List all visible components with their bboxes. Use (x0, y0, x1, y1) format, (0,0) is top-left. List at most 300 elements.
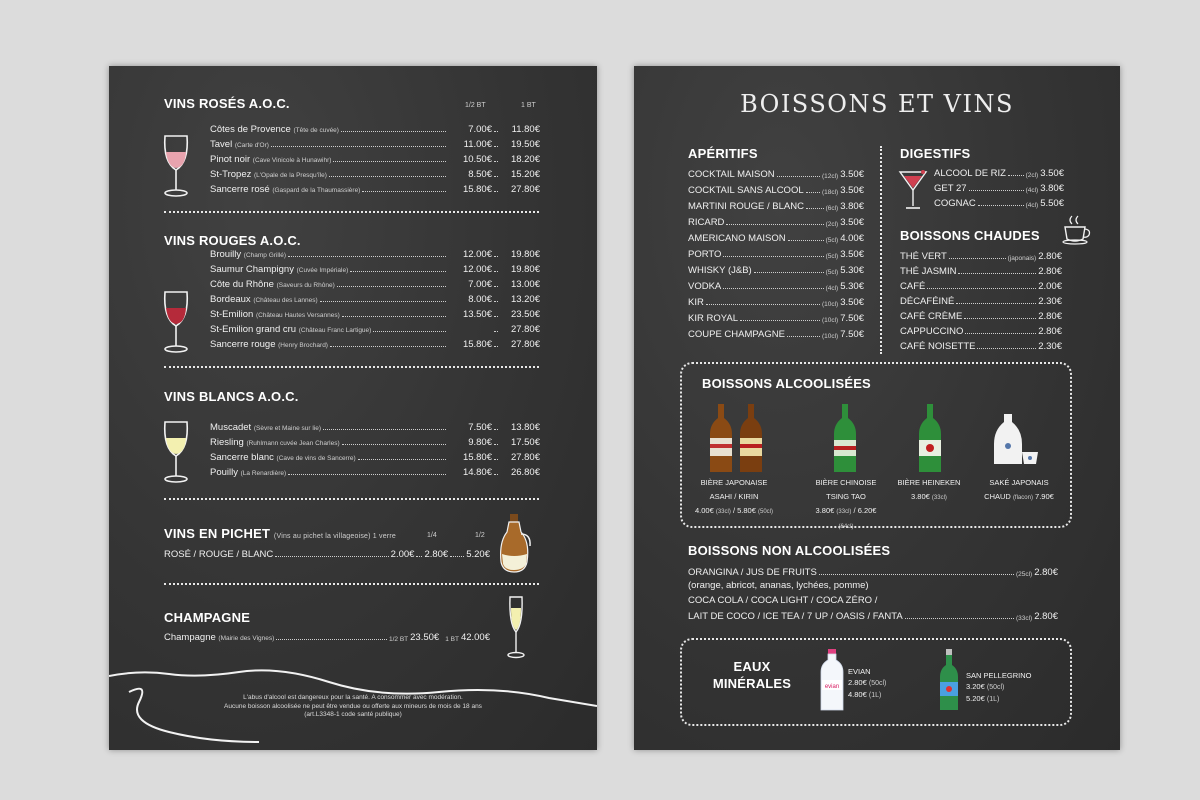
item-name: CAPPUCCINO (900, 326, 964, 337)
leader-dots (754, 272, 824, 273)
leader-dots (977, 348, 1036, 349)
drink-row (900, 324, 1062, 337)
price-half-bottle: 15.80€ (462, 452, 492, 463)
leader-dots (362, 191, 446, 192)
price-half-bottle: 12.00€ (462, 249, 492, 260)
product-size: (64cl) (838, 524, 854, 530)
item-name: THÉ VERT (900, 251, 947, 262)
asahi-kirin-bottles-icon (709, 402, 769, 474)
product-subtitle (809, 490, 883, 504)
item-price: 2.30€ (1038, 296, 1062, 307)
item-name-text: Riesling (210, 437, 244, 448)
leader-dots (969, 190, 1024, 191)
wine-row (210, 322, 540, 335)
san-pellegrino-bottle-icon (938, 648, 960, 712)
column-header-bottle: 1 BT (521, 102, 536, 109)
leader-dots (494, 474, 498, 475)
price-half-bottle: 15.80€ (462, 184, 492, 195)
item-note: (5cl) (825, 253, 839, 260)
eaux-title-line2: MINÉRALES (712, 676, 792, 691)
item-name (210, 249, 286, 260)
price-bottle: 13.20€ (510, 294, 540, 305)
champagne-flute-icon (504, 594, 528, 660)
item-price: 2.80€ (1038, 326, 1062, 337)
leader-dots (342, 316, 446, 317)
price-half-bottle: 7.50€ (468, 422, 492, 433)
leader-dots (373, 331, 446, 332)
item-price: 3.50€ (1040, 168, 1064, 179)
item-name (164, 632, 274, 643)
item-name-text: Pouilly (210, 467, 238, 478)
product-prices: 3.80€ (33cl) / 6.20€ (64cl) (815, 506, 877, 530)
drink-row (900, 339, 1062, 352)
leader-dots (777, 176, 820, 177)
drink-row (688, 327, 864, 340)
item-name: KIR ROYAL (688, 313, 738, 324)
item-name: CAFÉ CRÈME (900, 311, 963, 322)
product-size: (33cl) (931, 495, 947, 501)
product-price: 3.80€ (911, 492, 930, 501)
item-name-text: Côte du Rhône (210, 279, 274, 290)
item-price: 5.50€ (1040, 198, 1064, 209)
product-size: (33cl) (715, 509, 731, 515)
leader-dots (978, 205, 1024, 206)
wine-row (210, 167, 540, 180)
price: 5.20€ (966, 694, 985, 703)
san-pellegrino-info (966, 670, 1031, 705)
item-price: 3.80€ (1040, 183, 1064, 194)
price-glass: 2.00€ (390, 549, 415, 560)
eaux-title-line1: EAUX (733, 659, 771, 674)
coffee-cup-icon (1062, 214, 1092, 246)
item-price: 2.30€ (1038, 341, 1062, 352)
price: 4.80€ (848, 690, 867, 699)
sake-set-icon (994, 412, 1040, 468)
wine-row (210, 435, 540, 448)
item-name (210, 124, 339, 135)
leader-dots (358, 459, 446, 460)
pellegrino-price-1 (966, 681, 1031, 693)
item-name: VODKA (688, 281, 722, 292)
leader-dots (342, 444, 446, 445)
item-name: COGNAC (934, 198, 976, 209)
wine-row (210, 277, 540, 290)
section-title-pichet (164, 526, 396, 541)
product-price: 5.80€ (737, 506, 756, 515)
item-price: 3.80€ (840, 201, 864, 212)
product-prices: 4.00€ (33cl) / 5.80€ (50cl) (694, 506, 774, 515)
item-price: 7.50€ (840, 313, 864, 324)
leader-dots (787, 336, 820, 337)
leader-dots (329, 176, 446, 177)
item-name-text: Sancerre rosé (210, 184, 270, 195)
product-brand: CHAUD (984, 492, 1011, 501)
item-name (210, 467, 286, 478)
item-note: (Cave Vinicole à Hunawihr) (252, 157, 332, 164)
product-brand: ASAHI / KIRIN (709, 492, 759, 501)
divider (164, 211, 539, 213)
drink-row (688, 247, 864, 260)
price-half-bottle: 23.50€ (410, 632, 440, 643)
pellegrino-name: SAN PELLEGRINO (966, 671, 1032, 680)
product-size: (33cl) (836, 509, 852, 515)
wine-row (210, 182, 540, 195)
item-name (210, 294, 318, 305)
drink-row (900, 309, 1062, 322)
item-note: (Mairie des Vignes) (218, 635, 275, 642)
item-note: (japonais) (1007, 255, 1037, 262)
wine-row (210, 465, 540, 478)
rose-wine-glass-icon (159, 132, 193, 200)
evian-logo-text: evian (824, 684, 840, 690)
leader-dots (494, 176, 498, 177)
section-title-aperitifs: APÉRITIFS (688, 146, 758, 161)
item-price: 2.80€ (1038, 266, 1062, 277)
vertical-divider (880, 146, 882, 354)
price-half-bottle: 12.00€ (462, 264, 492, 275)
item-name: AMERICANO MAISON (688, 233, 786, 244)
product-name: BIÈRE CHINOISE (815, 478, 877, 487)
section-title-chaudes: BOISSONS CHAUDES (900, 228, 1040, 243)
footer-line: Aucune boisson alcoolisée ne peut être vendue ou offerte aux mineurs de mois de 18 ans (224, 702, 482, 710)
drink-row (688, 183, 864, 196)
item-name: CAFÉ NOISETTE (900, 341, 976, 352)
leader-dots (740, 320, 820, 321)
item-note: (12cl) (821, 173, 839, 180)
wine-row (210, 337, 540, 350)
item-note: (Sèvre et Maine sur lie) (253, 425, 322, 432)
price-bottle: 27.80€ (510, 184, 540, 195)
price-bottle: 13.80€ (510, 422, 540, 433)
item-name: KIR (688, 297, 704, 308)
product-caption (689, 476, 779, 519)
item-name (210, 422, 321, 433)
item-note: (4cl) (1025, 202, 1039, 209)
pellegrino-price-2 (966, 693, 1031, 705)
bottle-label: 1 BT (445, 636, 459, 643)
item-name: COCKTAIL SANS ALCOOL (688, 185, 804, 196)
wine-jug-icon (497, 512, 533, 574)
juice-flavors: (orange, abricot, ananas, lychées, pomme) (688, 580, 869, 591)
page-title: BOISSONS ET VINS (740, 90, 1014, 118)
drink-row (688, 263, 864, 276)
leader-dots (494, 444, 498, 445)
leader-dots (271, 146, 446, 147)
leader-dots (337, 286, 446, 287)
leader-dots (416, 556, 422, 557)
footer-line: L'abus d'alcool est dangereux pour la santé. A consommer avec modération. (243, 694, 463, 701)
item-note: (Château Franc Lartigue) (298, 327, 372, 334)
product-size: (50cl) (758, 509, 774, 515)
leader-dots (333, 161, 446, 162)
price-half-bottle: 7.00€ (468, 279, 492, 290)
price-half-bottle: 11.00€ (463, 139, 492, 150)
wine-row (210, 137, 540, 150)
item-note: (Carte d'Or) (234, 142, 269, 149)
item-note: (L'Opale de la Presqu'île) (254, 172, 327, 179)
section-title-alcoolisees: BOISSONS ALCOOLISÉES (702, 376, 871, 391)
wine-row (210, 307, 540, 320)
price-quarter: 2.80€ (424, 549, 449, 560)
item-price: 2.80€ (1038, 251, 1062, 262)
price-bottle: 19.50€ (510, 139, 540, 150)
section-title-roses: VINS ROSÉS A.O.C. (164, 96, 290, 111)
leader-dots (494, 146, 498, 147)
item-note: (2cl) (825, 221, 839, 228)
item-name-text: Muscadet (210, 422, 252, 433)
item-note: (10cl) (821, 317, 839, 324)
drink-row (688, 167, 864, 180)
wine-row (210, 420, 540, 433)
item-price: 2.80€ (1034, 611, 1058, 622)
item-name: DÉCAFÉINÉ (900, 296, 955, 307)
cocktail-glass-icon (898, 168, 928, 212)
pichet-subtitle: (Vins au pichet la villageoise) 1 verre (273, 533, 396, 540)
section-title-rouges: VINS ROUGES A.O.C. (164, 233, 301, 248)
item-note: (Cuvée Impériale) (296, 267, 349, 274)
red-wine-glass-icon (159, 288, 193, 356)
price-half: 5.20€ (466, 549, 490, 560)
item-note: (Cave de vins de Sancerre) (276, 455, 356, 462)
item-name: THÉ JASMIN (900, 266, 957, 277)
leader-dots (494, 459, 498, 460)
column-header-quarter: 1/4 (427, 532, 437, 539)
item-price: 3.50€ (840, 297, 864, 308)
product-caption (809, 476, 883, 534)
item-price: 5.30€ (840, 265, 864, 276)
item-note: (4cl) (1025, 187, 1039, 194)
heineken-bottle-icon (916, 402, 944, 474)
item-name: PORTO (688, 249, 722, 260)
item-note: (5cl) (825, 269, 839, 276)
drink-row (688, 311, 864, 324)
leader-dots (288, 474, 446, 475)
column-header-half-bottle: 1/2 BT (465, 102, 486, 109)
pichet-title: VINS EN PICHET (164, 526, 271, 541)
item-name (210, 452, 356, 463)
legal-footer (109, 694, 597, 720)
leader-dots (964, 318, 1036, 319)
item-note: (2cl) (1025, 172, 1039, 179)
drinks-menu-page (634, 66, 1120, 750)
softdrink-row (688, 609, 1058, 622)
footer-line: (art.L3348-1 code santé publique) (304, 711, 402, 718)
price-half-bottle: 8.00€ (468, 294, 492, 305)
item-note: (Saveurs du Rhône) (276, 282, 335, 289)
leader-dots (949, 258, 1006, 259)
price-bottle: 26.80€ (510, 467, 540, 478)
item-note: (4cl) (825, 285, 839, 292)
price-half-bottle: 8.50€ (468, 169, 492, 180)
column-header-half: 1/2 (475, 532, 485, 539)
item-name-text: St-Emilion grand cru (210, 324, 297, 335)
drink-row (688, 231, 864, 244)
item-price: 3.50€ (840, 185, 864, 196)
price: 3.20€ (966, 682, 985, 691)
item-name: ROSÉ / ROUGE / BLANC (164, 549, 274, 560)
leader-dots (1008, 175, 1024, 176)
leader-dots (450, 556, 464, 557)
drink-row (900, 279, 1062, 292)
item-price: 3.50€ (840, 217, 864, 228)
price-half-bottle: 14.80€ (462, 467, 492, 478)
product-price: 4.00€ (694, 506, 714, 515)
product-price: 7.90€ (1035, 492, 1054, 501)
item-price: 2.00€ (1038, 281, 1062, 292)
item-name: COUPE CHAMPAGNE (688, 329, 785, 340)
item-price: 3.50€ (840, 249, 864, 260)
item-name (210, 324, 371, 335)
drink-row (934, 166, 1064, 179)
leader-dots (323, 429, 446, 430)
item-name-text: St-Emilion (210, 309, 254, 320)
item-name-text: Sancerre rouge (210, 339, 276, 350)
item-note: (Ruhlmann cuvée Jean Charles) (246, 440, 340, 447)
price-bottle: 15.20€ (510, 169, 540, 180)
leader-dots (341, 131, 446, 132)
item-price: 2.80€ (1038, 311, 1062, 322)
evian-price-2 (848, 689, 886, 701)
leader-dots (320, 301, 446, 302)
item-note: (Château Hautes Versannes) (255, 312, 340, 319)
item-name-text: Pinot noir (210, 154, 251, 165)
item-name: ALCOOL DE RIZ (934, 168, 1006, 179)
tsingtao-bottle-icon (831, 402, 859, 474)
item-name (210, 437, 340, 448)
leader-dots (494, 331, 498, 332)
soda-list: COCA COLA / COCA LIGHT / COCA ZÉRO / (688, 595, 878, 606)
item-name (210, 184, 360, 195)
price-bottle: 19.80€ (510, 249, 540, 260)
item-name (210, 139, 269, 150)
price: 2.80€ (848, 678, 867, 687)
leader-dots (958, 273, 1036, 274)
divider (164, 498, 539, 500)
item-note: (Château des Lannes) (253, 297, 318, 304)
item-note: (La Renardière) (240, 470, 287, 477)
leader-dots (819, 574, 1014, 575)
item-name (210, 339, 328, 350)
item-name-text: Brouilly (210, 249, 242, 260)
leader-dots (494, 271, 498, 272)
size: (50cl) (868, 680, 887, 687)
product-size: (flacon) (1012, 495, 1033, 501)
drink-row (934, 196, 1064, 209)
size: (1L) (868, 692, 882, 699)
leader-dots (494, 301, 498, 302)
item-name-text: Champagne (164, 632, 216, 643)
leader-dots (288, 256, 446, 257)
divider (164, 366, 539, 368)
product-caption (970, 476, 1068, 505)
item-name: GET 27 (934, 183, 967, 194)
section-title-eaux (700, 658, 804, 692)
leader-dots (723, 288, 823, 289)
drink-row (688, 215, 864, 228)
item-note: (Tête de cuvée) (293, 127, 339, 134)
wine-row (210, 122, 540, 135)
item-name (210, 154, 331, 165)
softdrink-row (688, 565, 1058, 578)
item-name: CAFÉ (900, 281, 926, 292)
item-name-text: St-Tropez (210, 169, 252, 180)
price-bottle: 17.50€ (510, 437, 540, 448)
item-note: (25cl) (1015, 571, 1033, 578)
wine-row (210, 262, 540, 275)
item-note: (Champ Grillé) (243, 252, 287, 259)
size: (1L) (986, 696, 1000, 703)
item-price: 3.50€ (840, 169, 864, 180)
section-title-blancs: VINS BLANCS A.O.C. (164, 389, 299, 404)
product-subtitle (689, 490, 779, 504)
item-name (210, 264, 348, 275)
item-name (210, 169, 327, 180)
item-note: (33cl) (1015, 615, 1033, 622)
price-bottle: 27.80€ (510, 324, 540, 335)
price-half-bottle: 9.80€ (468, 437, 492, 448)
item-name-text: Sancerre blanc (210, 452, 274, 463)
item-price: 4.00€ (840, 233, 864, 244)
divider (164, 583, 539, 585)
product-name: SAKÉ JAPONAIS (989, 478, 1049, 487)
half-bottle-label: 1/2 BT (388, 636, 409, 643)
price-half-bottle: 13.50€ (462, 309, 492, 320)
item-name (210, 279, 335, 290)
item-price: 2.80€ (1034, 567, 1058, 578)
price-bottle: 13.00€ (510, 279, 540, 290)
leader-dots (788, 240, 824, 241)
evian-name: EVIAN (848, 667, 871, 676)
item-note: (Henry Brochard) (278, 342, 328, 349)
item-name-text: Bordeaux (210, 294, 251, 305)
item-name: MARTINI ROUGE / BLANC (688, 201, 804, 212)
price-bottle: 11.80€ (511, 124, 540, 135)
leader-dots (726, 224, 823, 225)
leader-dots (956, 303, 1036, 304)
item-name: LAIT DE COCO / ICE TEA / 7 UP / OASIS / FANTA (688, 611, 903, 622)
price-half-bottle: 10.50€ (462, 154, 492, 165)
wine-row (210, 247, 540, 260)
leader-dots (706, 304, 820, 305)
leader-dots (494, 429, 498, 430)
drink-row (688, 295, 864, 308)
leader-dots (723, 256, 823, 257)
item-name-text: Tavel (210, 139, 233, 150)
item-name: ORANGINA / JUS DE FRUITS (688, 567, 817, 578)
drink-row (900, 294, 1062, 307)
leader-dots (276, 639, 387, 640)
leader-dots (330, 346, 446, 347)
item-note: (5cl) (825, 237, 839, 244)
leader-dots (806, 208, 824, 209)
leader-dots (494, 131, 498, 132)
product-prices (892, 490, 966, 505)
item-price: 5.30€ (840, 281, 864, 292)
product-price: 6.20€ (857, 506, 877, 515)
item-note: (18cl) (821, 189, 839, 196)
price-bottle: 42.00€ (460, 632, 490, 643)
evian-price-1 (848, 677, 886, 689)
price-half-bottle: 7.00€ (468, 124, 492, 135)
item-name: RICARD (688, 217, 725, 228)
leader-dots (905, 618, 1014, 619)
price-half-bottle: 15.80€ (462, 339, 492, 350)
white-wine-glass-icon (159, 418, 193, 486)
wine-row (210, 292, 540, 305)
price-bottle: 19.80€ (510, 264, 540, 275)
leader-dots (494, 191, 498, 192)
pichet-row (164, 547, 490, 560)
